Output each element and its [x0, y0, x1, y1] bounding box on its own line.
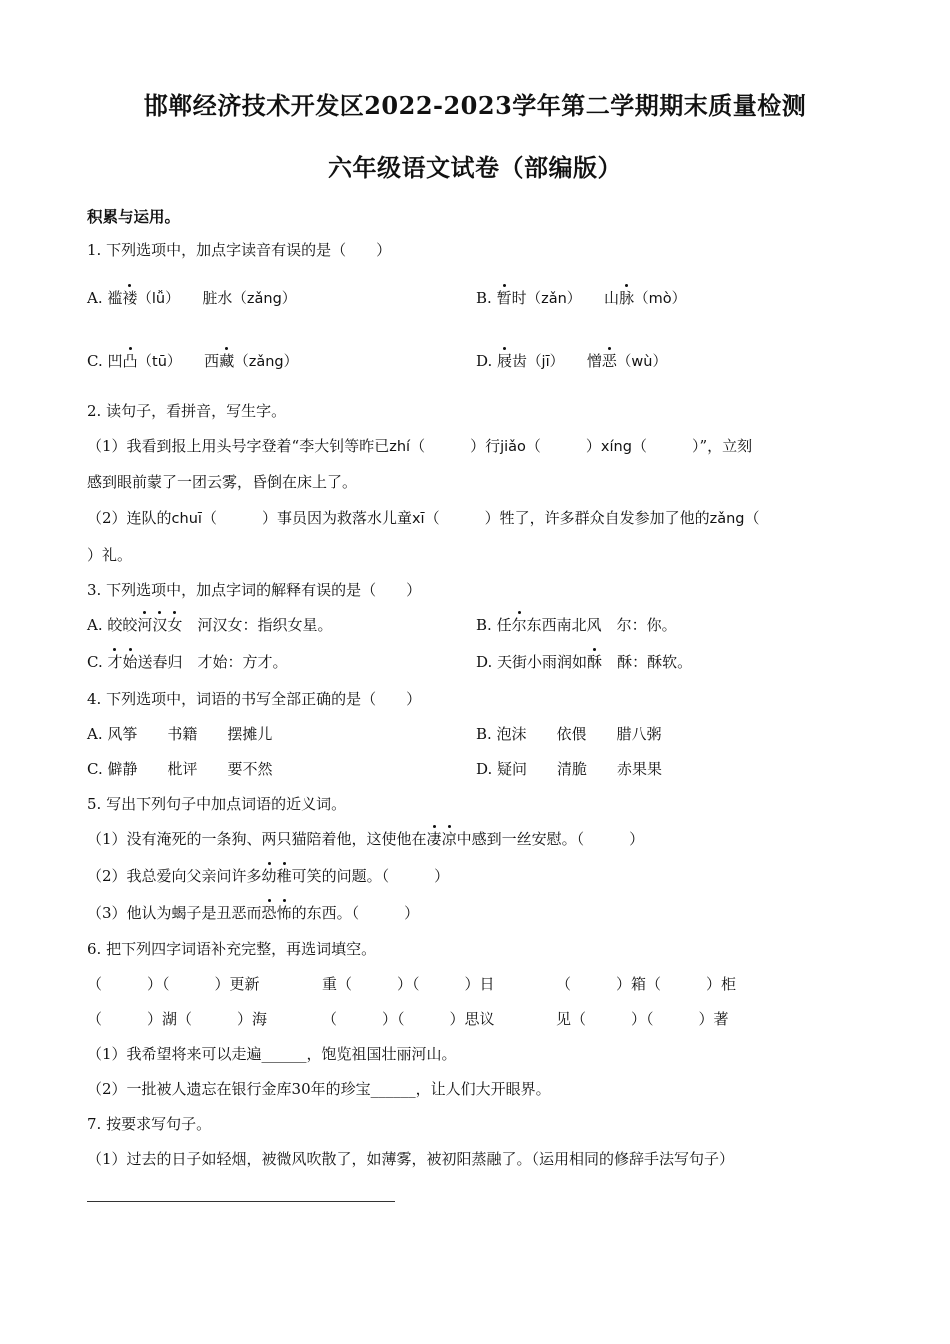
q6-sentence-2: （2）一批被人遗忘在银行金库30年的珍宝______，让人们大开眼界。 — [87, 1080, 551, 1098]
dotted-char: 脉 — [619, 289, 635, 307]
q4-option-b: B. 泡沫 依偎 腊八粥 — [476, 725, 662, 743]
dotted-char: 暂 — [496, 289, 512, 307]
dotted-char: 始 — [122, 653, 138, 671]
dotted-char: 屐 — [497, 352, 513, 370]
q4-option-a: A. 风筝 书籍 摆摊儿 — [87, 725, 273, 743]
dotted-char: 凄 — [426, 830, 442, 848]
q4-stem: 4. 下列选项中，词语的书写全部正确的是（ ） — [87, 690, 422, 708]
q1-option-c: C. 凹凸（tū） 西藏（zǎng） — [87, 352, 299, 370]
q5-stem: 5. 写出下列句子中加点词语的近义词。 — [87, 795, 347, 813]
dotted-char: 女 — [167, 616, 183, 634]
q2-stem: 2. 读句子，看拼音，写生字。 — [87, 402, 287, 420]
q3-option-c: C. 才始送春归 才始：方才。 — [87, 653, 288, 671]
q6-idiom-2: 重（ ）（ ）日 — [322, 975, 495, 993]
q6-idiom-1: （ ）（ ）更新 — [87, 975, 260, 993]
q5-sentence-1: （1）没有淹死的一条狗、两只猫陪着他，这使他在凄凉中感到一丝安慰。（ ） — [87, 830, 645, 848]
exam-title: 邯郸经济技术开发区2022-2023学年第二学期期末质量检测 — [143, 91, 807, 120]
q1-option-a: A. 褴褛（lǚ） 脏水（zǎng） — [87, 289, 297, 307]
dotted-char: 才 — [107, 653, 123, 671]
q6-idiom-5: （ ）（ ）思议 — [322, 1010, 495, 1028]
q5-sentence-3: （3）他认为蝎子是丑恶而恐怖的东西。（ ） — [87, 904, 420, 922]
q1-option-d: D. 屐齿（jī） 憎恶（wù） — [476, 352, 667, 370]
dotted-char: 褛 — [122, 289, 138, 307]
q6-idiom-3: （ ）箱（ ）柜 — [556, 975, 737, 993]
q3-option-d: D. 天街小雨润如酥 酥：酥软。 — [476, 653, 693, 671]
dotted-char: 藏 — [219, 352, 235, 370]
q1-option-b: B. 暂时（zǎn） 山脉（mò） — [476, 289, 687, 307]
dotted-word — [137, 616, 182, 634]
q4-option-c: C. 僻静 枇评 要不然 — [87, 760, 273, 778]
dotted-char: 河 — [137, 616, 153, 634]
dotted-char: 凸 — [122, 352, 138, 370]
q6-stem: 6. 把下列四字词语补充完整，再选词填空。 — [87, 940, 377, 958]
q2-sentence-2-cont: ）礼。 — [87, 546, 133, 564]
dotted-char: 稚 — [276, 867, 292, 885]
q5-sentence-2: （2）我总爱向父亲问许多幼稚可笑的问题。（ ） — [87, 867, 450, 885]
exam-subtitle: 六年级语文试卷（部编版） — [328, 153, 622, 182]
q2-sentence-1: （1）我看到报上用头号字登着“李大钊等昨已zhí（ ）行jiǎo（ ）xíng（ ）”，立刻 — [87, 437, 753, 455]
q6-idiom-6: 见（ ）（ ）著 — [556, 1010, 729, 1028]
dotted-char: 汉 — [152, 616, 168, 634]
dotted-char: 尔 — [511, 616, 527, 634]
dotted-char: 恶 — [601, 352, 617, 370]
answer-line[interactable] — [87, 1201, 395, 1202]
dotted-char: 幼 — [261, 867, 277, 885]
q3-option-b: B. 任尔东西南北风 尔：你。 — [476, 616, 677, 634]
q4-option-d: D. 疑问 清脆 赤果果 — [476, 760, 663, 778]
q3-stem: 3. 下列选项中，加点字词的解释有误的是（ ） — [87, 581, 422, 599]
q1-stem: 1. 下列选项中，加点字读音有误的是（ ） — [87, 241, 392, 259]
q6-idiom-4: （ ）湖（ ）海 — [87, 1010, 268, 1028]
dotted-char: 怖 — [276, 904, 292, 922]
dotted-char: 酥 — [587, 653, 603, 671]
q7-sentence-1: （1）过去的日子如轻烟，被微风吹散了，如薄雾，被初阳蒸融了。（运用相同的修辞手法写句子） — [87, 1150, 735, 1168]
section-heading: 积累与运用。 — [87, 207, 181, 226]
q3-option-a: A. 皎皎河汉女 河汉女：指织女星。 — [87, 616, 333, 634]
q2-sentence-1-cont: 感到眼前蒙了一团云雾，昏倒在床上了。 — [87, 473, 358, 491]
q2-sentence-2: （2）连队的chuī（ ）事员因为救落水儿童xī（ ）牲了，许多群众自发参加了他的zǎng（ — [87, 509, 760, 527]
dotted-char: 凉 — [441, 830, 457, 848]
dotted-char: 恐 — [261, 904, 277, 922]
q6-sentence-1: （1）我希望将来可以走遍______，饱览祖国壮丽河山。 — [87, 1045, 457, 1063]
q7-stem: 7. 按要求写句子。 — [87, 1115, 212, 1133]
